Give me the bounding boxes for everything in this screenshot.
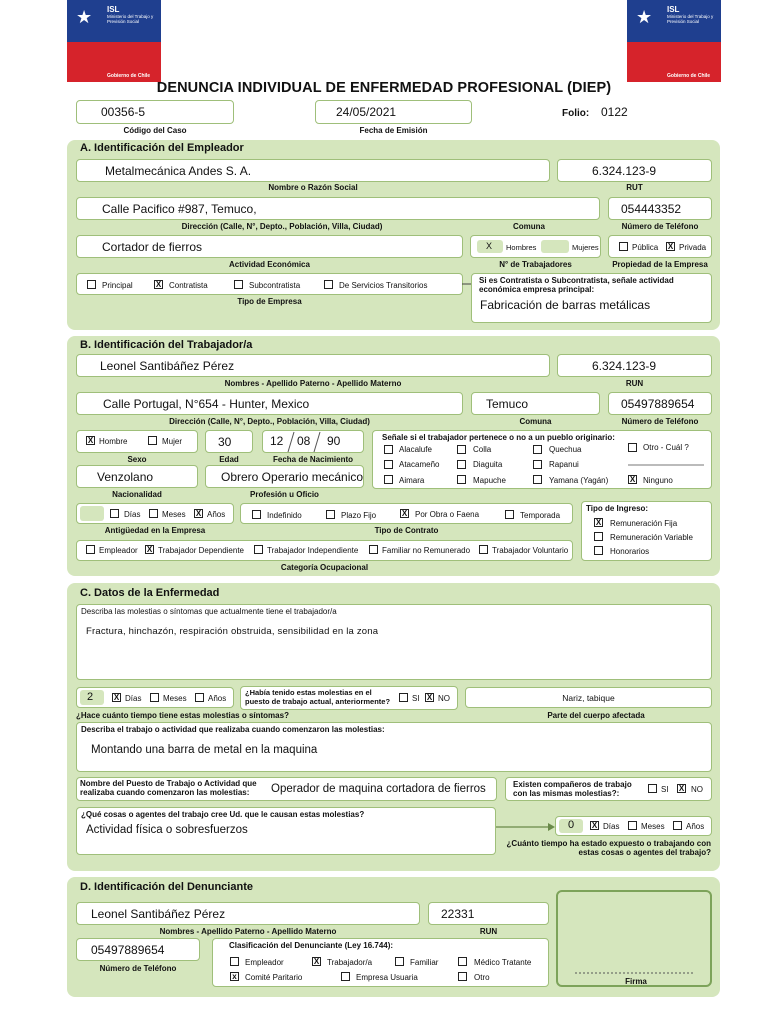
molestias-value: Fractura, hinchazón, respiración obstruida, sensibilidad en la zona bbox=[86, 626, 379, 637]
denunciante-run-label: RUN bbox=[479, 927, 498, 936]
antiguedad-meses-checkbox[interactable] bbox=[149, 509, 158, 518]
quechua-checkbox[interactable] bbox=[533, 445, 542, 454]
fecha-emision-field[interactable]: 24/05/2021 bbox=[315, 100, 472, 124]
diaguita-label: Diaguita bbox=[473, 460, 503, 469]
rem-fija-checkbox[interactable]: X bbox=[595, 518, 602, 527]
puesto-value: Operador de maquina cortadora de fierros bbox=[271, 783, 486, 795]
nac-dd: 12 bbox=[270, 434, 284, 448]
folio-value: 0122 bbox=[601, 105, 628, 119]
publica-label: Pública bbox=[632, 243, 659, 252]
agentes-value: Actividad física o sobresfuerzos bbox=[86, 824, 248, 836]
trabajador-telefono-field[interactable]: 05497889654 bbox=[608, 392, 712, 415]
rapanui-label: Rapanui bbox=[549, 460, 579, 469]
exposicion-dias-label: Días bbox=[603, 822, 620, 831]
propiedad-label: Propiedad de la Empresa bbox=[612, 260, 708, 269]
ninguno-label: Ninguno bbox=[643, 476, 673, 485]
antiguedad-anos-checkbox[interactable]: X bbox=[195, 509, 202, 518]
nacionalidad-field[interactable]: Venzolano bbox=[76, 465, 198, 488]
star-icon: ★ bbox=[636, 7, 653, 27]
actividad-economica-field[interactable]: Cortador de fierros bbox=[76, 235, 463, 258]
mujeres-label: Mujeres bbox=[572, 243, 599, 252]
trabajador-run-label: RUN bbox=[625, 379, 644, 388]
aimara-checkbox[interactable] bbox=[384, 475, 393, 484]
denunciante-nombre-label: Nombres - Apellido Paterno - Apellido Materno bbox=[159, 927, 337, 936]
d-empresa-usuaria-label: Empresa Usuaria bbox=[356, 973, 418, 982]
companeros-no-label: NO bbox=[691, 785, 703, 794]
subcontratista-label: Subcontratista bbox=[249, 281, 301, 290]
date-slash-icon bbox=[312, 431, 322, 453]
hombre-label: Hombre bbox=[99, 437, 128, 446]
companeros-no-checkbox[interactable]: X bbox=[678, 784, 685, 793]
contratista-note: Si es Contratista o Subcontratista, señale actividad económica empresa principal: bbox=[479, 276, 674, 294]
antes-question: ¿Había tenido estas molestias en el puesto de trabajo actual, anteriormente? bbox=[245, 688, 391, 706]
denunciante-telefono-label: Número de Teléfono bbox=[99, 964, 177, 973]
companeros-si-checkbox[interactable] bbox=[648, 784, 657, 793]
sexo-label: Sexo bbox=[127, 455, 147, 464]
tiempo-meses-checkbox[interactable] bbox=[150, 693, 159, 702]
companeros-si-label: SI bbox=[661, 785, 669, 794]
trabajador-direccion-label: Dirección (Calle, N°, Depto., Población, Villa, Ciudad) bbox=[169, 417, 370, 426]
isl-logo-left bbox=[67, 0, 161, 82]
logo-isl-text: ISL bbox=[107, 5, 120, 14]
atacameno-checkbox[interactable] bbox=[384, 460, 393, 469]
edad-field[interactable]: 30 bbox=[205, 430, 253, 453]
privada-label: Privada bbox=[679, 243, 707, 252]
trabajo-label: Describa el trabajo o actividad que realizaba cuando comenzaron las molestias: bbox=[81, 725, 385, 734]
d-trabajador-checkbox[interactable]: X bbox=[313, 957, 320, 966]
companeros-question: Existen compañeros de trabajo con las mismas molestias?: bbox=[513, 780, 632, 798]
profesion-field[interactable]: Obrero Operario mecánico bbox=[205, 465, 364, 488]
tipo-empresa-label: Tipo de Empresa bbox=[237, 297, 302, 306]
d-otro-checkbox[interactable] bbox=[458, 972, 467, 981]
rem-fija-label: Remuneración Fija bbox=[610, 519, 678, 528]
publica-checkbox[interactable] bbox=[619, 242, 628, 251]
denunciante-run-field[interactable]: 22331 bbox=[428, 902, 549, 925]
otro-pueblo-checkbox[interactable] bbox=[628, 443, 637, 452]
hombres-mark: X bbox=[486, 241, 493, 251]
empleador-telefono-label: Número de Teléfono bbox=[621, 222, 699, 231]
cat-familiar-label: Familiar no Remunerado bbox=[382, 546, 471, 555]
cat-empleador-label: Empleador bbox=[99, 546, 138, 555]
d-empleador-label: Empleador bbox=[245, 958, 284, 967]
cat-dependiente-checkbox[interactable]: X bbox=[146, 545, 153, 554]
fecha-emision-label: Fecha de Emisión bbox=[359, 126, 428, 135]
trabajo-value: Montando una barra de metal en la maquina bbox=[91, 744, 318, 756]
d-empresa-usuaria-checkbox[interactable] bbox=[341, 972, 350, 981]
exposicion-question: ¿Cuánto tiempo ha estado expuesto o trabajando con estas cosas o agentes del trabajo? bbox=[506, 839, 711, 857]
antiguedad-meses-label: Meses bbox=[162, 510, 186, 519]
actividad-principal-value[interactable]: Fabricación de barras metálicas bbox=[480, 298, 651, 312]
colla-checkbox[interactable] bbox=[457, 445, 466, 454]
privada-checkbox[interactable]: X bbox=[667, 242, 674, 251]
mujer-checkbox[interactable] bbox=[148, 436, 157, 445]
antiguedad-label: Antigüedad en la Empresa bbox=[104, 526, 206, 535]
tiempo-dias-checkbox[interactable]: X bbox=[113, 693, 120, 702]
parte-cuerpo-label: Parte del cuerpo afectada bbox=[547, 711, 645, 720]
categoria-label: Categoría Ocupacional bbox=[280, 563, 369, 572]
antiguedad-anos-label: Años bbox=[207, 510, 226, 519]
exposicion-meses-label: Meses bbox=[641, 822, 665, 831]
trabajador-comuna-label: Comuna bbox=[519, 417, 552, 426]
alacalufe-label: Alacalufe bbox=[399, 445, 432, 454]
antes-no-label: NO bbox=[438, 694, 450, 703]
agentes-label: ¿Qué cosas o agentes del trabajo cree Ud. que le causan estas molestias? bbox=[81, 810, 365, 819]
por-obra-checkbox[interactable]: X bbox=[401, 509, 408, 518]
exposicion-dias-checkbox[interactable]: X bbox=[591, 821, 598, 830]
isl-logo-right bbox=[627, 0, 721, 82]
contratista-label: Contratista bbox=[169, 281, 208, 290]
profesion-label: Profesión u Oficio bbox=[250, 490, 319, 499]
arrow-right-icon bbox=[496, 822, 556, 832]
d-empleador-checkbox[interactable] bbox=[230, 957, 239, 966]
cat-dependiente-label: Trabajador Dependiente bbox=[158, 546, 244, 555]
mujeres-count-box[interactable] bbox=[541, 240, 569, 253]
yamana-checkbox[interactable] bbox=[533, 475, 542, 484]
tiempo-meses-label: Meses bbox=[163, 694, 187, 703]
contratista-checkbox[interactable]: X bbox=[155, 280, 162, 289]
cat-familiar-checkbox[interactable] bbox=[369, 545, 378, 554]
date-slash-icon bbox=[286, 431, 296, 453]
colla-label: Colla bbox=[473, 445, 492, 454]
logo-ministry-text: Ministerio del Trabajo y Previsión Social bbox=[667, 14, 714, 24]
exposicion-meses-checkbox[interactable] bbox=[628, 821, 637, 830]
tiempo-value: 2 bbox=[87, 691, 94, 703]
mapuche-checkbox[interactable] bbox=[457, 475, 466, 484]
firma-label: Firma bbox=[625, 977, 647, 986]
empleador-nombre-field[interactable]: Metalmecánica Andes S. A. bbox=[76, 159, 550, 182]
subcontratista-checkbox[interactable] bbox=[234, 280, 243, 289]
section-d-title: D. Identificación del Denunciante bbox=[80, 881, 253, 893]
edad-label: Edad bbox=[219, 455, 239, 464]
honorarios-label: Honorarios bbox=[610, 547, 650, 556]
document-title: DENUNCIA INDIVIDUAL DE ENFERMEDAD PROFESIONAL (DIEP) bbox=[156, 80, 612, 96]
pueblo-question: Señale si el trabajador pertenece o no a un pueblo originario: bbox=[382, 433, 615, 442]
section-c-title: C. Datos de la Enfermedad bbox=[80, 587, 220, 599]
molestias-label: Describa las molestias o síntomas que actualmente tiene el trabajador/a bbox=[81, 607, 337, 616]
tipo-ingreso-label: Tipo de Ingreso: bbox=[586, 504, 649, 513]
rem-variable-label: Remuneración Variable bbox=[610, 533, 694, 542]
section-a-title: A. Identificación del Empleador bbox=[80, 142, 244, 154]
trabajador-run-field[interactable]: 6.324.123-9 bbox=[557, 354, 712, 377]
diaguita-checkbox[interactable] bbox=[457, 460, 466, 469]
trabajadores-label: N° de Trabajadores bbox=[499, 260, 572, 269]
nacionalidad-label: Nacionalidad bbox=[112, 490, 162, 499]
hombres-label: Hombres bbox=[506, 243, 537, 252]
cat-voluntario-label: Trabajador Voluntario bbox=[492, 546, 569, 555]
d-familiar-label: Familiar bbox=[410, 958, 439, 967]
tiempo-anos-label: Años bbox=[208, 694, 227, 703]
antiguedad-value-box[interactable] bbox=[80, 506, 104, 521]
tiempo-label: ¿Hace cuánto tiempo tiene estas molestias o síntomas? bbox=[76, 711, 289, 720]
d-medico-checkbox[interactable] bbox=[458, 957, 467, 966]
codigo-caso-label: Código del Caso bbox=[123, 126, 187, 135]
trabajador-nombre-field[interactable]: Leonel Santibáñez Pérez bbox=[76, 354, 550, 377]
empleador-telefono-field[interactable]: 054443352 bbox=[608, 197, 712, 220]
yamana-label: Yamana (Yagán) bbox=[549, 476, 609, 485]
trabajador-telefono-label: Número de Teléfono bbox=[621, 417, 699, 426]
exposicion-value: 0 bbox=[568, 819, 575, 831]
empleador-nombre-label: Nombre o Razón Social bbox=[268, 183, 358, 192]
antes-si-label: SI bbox=[412, 694, 420, 703]
d-familiar-checkbox[interactable] bbox=[395, 957, 404, 966]
empleador-direccion-field[interactable]: Calle Pacifico #987, Temuco, bbox=[76, 197, 600, 220]
denunciante-nombre-field[interactable]: Leonel Santibáñez Pérez bbox=[76, 902, 420, 925]
plazo-fijo-label: Plazo Fijo bbox=[341, 511, 377, 520]
mujer-label: Mujer bbox=[162, 437, 183, 446]
logo-isl-text: ISL bbox=[667, 5, 680, 14]
d-comite-label: Comité Paritario bbox=[245, 973, 303, 982]
d-medico-label: Médico Tratante bbox=[474, 958, 532, 967]
d-otro-label: Otro bbox=[474, 973, 490, 982]
trabajador-direccion-field[interactable]: Calle Portugal, N°654 - Hunter, Mexico bbox=[76, 392, 463, 415]
firma-line bbox=[575, 972, 695, 975]
cat-empleador-checkbox[interactable] bbox=[86, 545, 95, 554]
clasificacion-label: Clasificación del Denunciante (Ley 16.744): bbox=[229, 941, 394, 950]
cat-independiente-label: Trabajador Independiente bbox=[267, 546, 359, 555]
logo-gobierno-text: Gobierno de Chile bbox=[667, 73, 711, 79]
actividad-economica-label: Actividad Económica bbox=[229, 260, 310, 269]
temporada-label: Temporada bbox=[520, 511, 561, 520]
trabajador-nombre-label: Nombres - Apellido Paterno - Apellido Materno bbox=[224, 379, 402, 388]
temporada-checkbox[interactable] bbox=[505, 510, 514, 519]
codigo-caso-field[interactable]: 00356-5 bbox=[76, 100, 234, 124]
plazo-fijo-checkbox[interactable] bbox=[326, 510, 335, 519]
rem-variable-checkbox[interactable] bbox=[594, 532, 603, 541]
logo-gobierno-text: Gobierno de Chile bbox=[107, 73, 151, 79]
por-obra-label: Por Obra o Faena bbox=[415, 510, 480, 519]
indefinido-label: Indefinido bbox=[267, 511, 302, 520]
parte-cuerpo-field[interactable]: Nariz, tabique bbox=[465, 687, 712, 708]
hombre-checkbox[interactable]: X bbox=[87, 436, 94, 445]
empleador-direccion-label: Dirección (Calle, N°, Depto., Población, Villa, Ciudad) bbox=[181, 222, 383, 231]
empleador-comuna-label: Comuna bbox=[513, 222, 545, 231]
tiempo-anos-checkbox[interactable] bbox=[195, 693, 204, 702]
atacameno-label: Atacameño bbox=[399, 460, 440, 469]
empleador-rut-field[interactable]: 6.324.123-9 bbox=[557, 159, 712, 182]
otro-pueblo-line bbox=[628, 464, 704, 467]
antes-no-checkbox[interactable]: X bbox=[426, 693, 433, 702]
cat-independiente-checkbox[interactable] bbox=[254, 545, 263, 554]
puesto-label: Nombre del Puesto de Trabajo o Actividad que realizaba cuando comenzaron las molestias: bbox=[80, 779, 257, 797]
tipo-contrato-label: Tipo de Contrato bbox=[374, 526, 439, 535]
tiempo-dias-label: Días bbox=[125, 694, 142, 703]
section-b-title: B. Identificación del Trabajador/a bbox=[80, 339, 253, 351]
nac-mm: 08 bbox=[297, 434, 311, 448]
otro-pueblo-label: Otro - Cuál ? bbox=[643, 443, 689, 452]
antes-si-checkbox[interactable] bbox=[399, 693, 408, 702]
star-icon: ★ bbox=[76, 7, 93, 27]
ninguno-checkbox[interactable]: X bbox=[629, 475, 636, 484]
quechua-label: Quechua bbox=[549, 445, 582, 454]
d-comite-checkbox[interactable]: x bbox=[230, 972, 239, 981]
principal-label: Principal bbox=[102, 281, 133, 290]
denunciante-telefono-field[interactable]: 05497889654 bbox=[76, 938, 200, 961]
principal-checkbox[interactable] bbox=[87, 280, 96, 289]
fecha-nacimiento-label: Fecha de Nacimiento bbox=[272, 455, 354, 464]
folio-label: Folio: bbox=[562, 108, 590, 119]
exposicion-anos-checkbox[interactable] bbox=[673, 821, 682, 830]
transitorios-label: De Servicios Transitorios bbox=[339, 281, 428, 290]
logo-ministry-text: Ministerio del Trabajo y Previsión Social bbox=[107, 14, 154, 24]
exposicion-anos-label: Años bbox=[686, 822, 705, 831]
rapanui-checkbox[interactable] bbox=[533, 460, 542, 469]
trabajador-comuna-field[interactable]: Temuco bbox=[471, 392, 600, 415]
indefinido-checkbox[interactable] bbox=[252, 510, 261, 519]
aimara-label: Aimara bbox=[399, 476, 425, 485]
nac-yy: 90 bbox=[327, 434, 341, 448]
empleador-rut-label: RUT bbox=[626, 183, 643, 192]
cat-voluntario-checkbox[interactable] bbox=[479, 545, 488, 554]
antiguedad-dias-label: Días bbox=[124, 510, 141, 519]
honorarios-checkbox[interactable] bbox=[594, 546, 603, 555]
d-trabajador-label: Trabajador/a bbox=[327, 958, 373, 967]
antiguedad-dias-checkbox[interactable] bbox=[110, 509, 119, 518]
mapuche-label: Mapuche bbox=[473, 476, 506, 485]
transitorios-checkbox[interactable] bbox=[324, 280, 333, 289]
alacalufe-checkbox[interactable] bbox=[384, 445, 393, 454]
